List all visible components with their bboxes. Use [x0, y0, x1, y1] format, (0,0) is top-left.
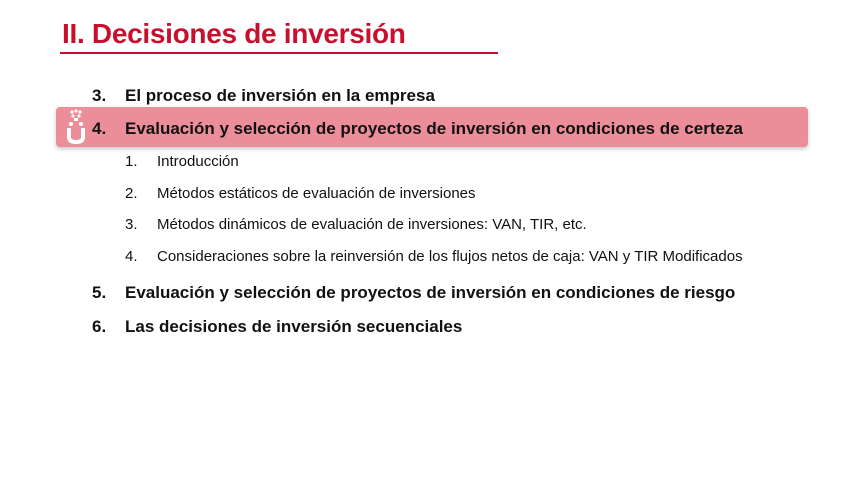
- subitem-4: [125, 248, 743, 265]
- slide-title: II. Decisiones de inversión: [62, 18, 406, 49]
- item-5: [92, 283, 735, 303]
- subitem-2: [125, 185, 476, 202]
- item-label: Las decisiones de inversión secuenciales: [125, 317, 463, 336]
- item-label: Evaluación y selección de proyectos de inversión en condiciones de riesgo: [125, 283, 736, 302]
- item-label: El proceso de inversión en la empresa: [125, 86, 435, 105]
- item-number: 6.: [92, 317, 107, 336]
- item-4: [92, 119, 743, 139]
- item-6: [92, 317, 462, 337]
- title-underline: [60, 52, 498, 54]
- item-3: [92, 86, 435, 106]
- subitem-3: [125, 216, 587, 233]
- subitem-label: Introducción: [157, 153, 239, 170]
- subitem-number: 4.: [125, 248, 138, 265]
- subitem-1: [125, 153, 239, 170]
- item-number: 3.: [92, 86, 107, 105]
- subitem-number: 1.: [125, 153, 138, 170]
- subitem-label: Consideraciones sobre la reinversión de los flujos netos de caja: VAN y TIR Modificados: [157, 248, 743, 265]
- subitem-number: 3.: [125, 216, 138, 233]
- subitem-number: 2.: [125, 185, 138, 202]
- highlighted-item-bar: [56, 107, 808, 147]
- university-logo-icon: [64, 109, 88, 145]
- item-number: 5.: [92, 283, 107, 302]
- item-label: Evaluación y selección de proyectos de inversión en condiciones de certeza: [125, 119, 743, 138]
- subitem-label: Métodos dinámicos de evaluación de inversiones: VAN, TIR, etc.: [157, 216, 587, 233]
- subitem-label: Métodos estáticos de evaluación de inversiones: [157, 185, 476, 202]
- item-number: 4.: [92, 119, 107, 138]
